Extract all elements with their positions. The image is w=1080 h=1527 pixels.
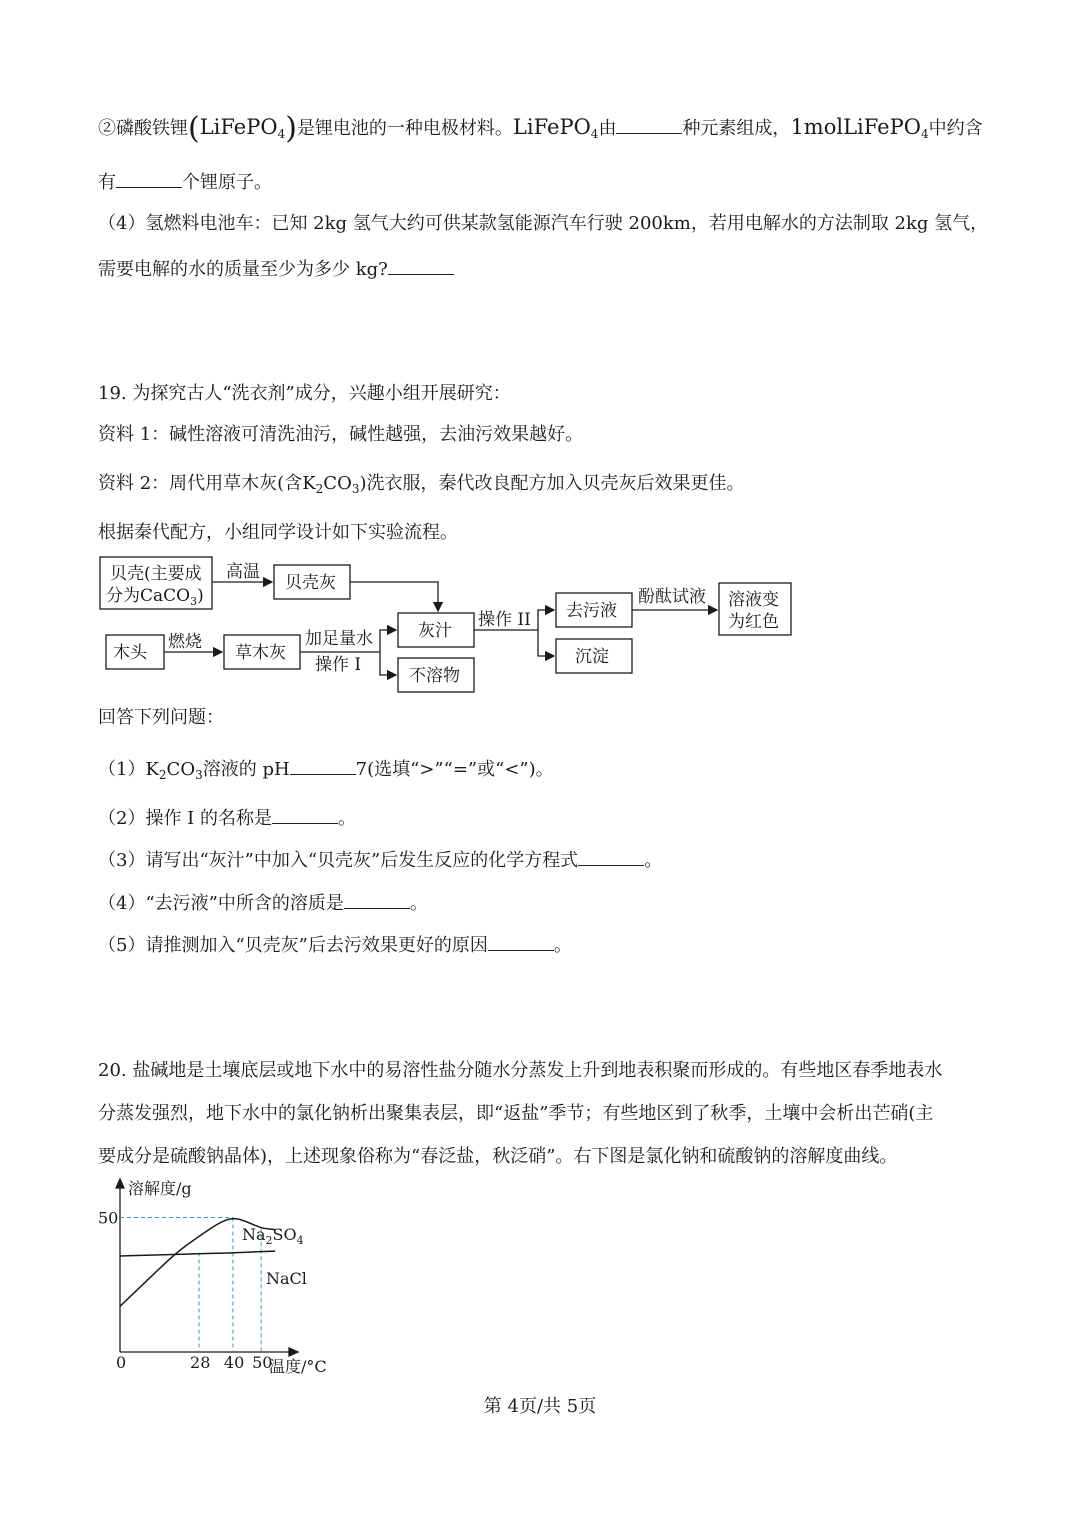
subscript: 2 xyxy=(158,768,167,782)
label-insoluble: 不溶物 xyxy=(409,666,460,686)
subscript: 4 xyxy=(277,127,286,141)
solubility-chart xyxy=(90,1176,350,1376)
x-tick-label: 40 xyxy=(223,1353,245,1372)
text: 。 xyxy=(553,935,572,956)
q19-info1: 资料 1：碱性溶液可清洗油污，碱性越强，去油污效果越好。 xyxy=(98,424,584,445)
subscript: 4 xyxy=(920,127,929,141)
label-precip: 沉淀 xyxy=(575,647,609,667)
y-tick-label: 50 xyxy=(98,1208,119,1228)
text: （1） xyxy=(98,759,146,780)
subscript: 3 xyxy=(195,768,203,782)
y-axis-label: 溶解度/g xyxy=(128,1179,192,1198)
formula-mol: 1molLiFePO xyxy=(790,115,921,139)
label-red-1: 溶液变 xyxy=(728,590,779,610)
answer-blank[interactable] xyxy=(488,932,554,951)
x-tick-label: 28 xyxy=(190,1353,211,1372)
text: 由 xyxy=(598,118,617,139)
q19-q2 xyxy=(98,805,356,831)
q19-info2 xyxy=(98,472,745,496)
label-wood: 木头 xyxy=(113,643,147,663)
q19-intro: 根据秦代配方，小组同学设计如下实验流程。 xyxy=(98,522,458,543)
q18-part4-line2 xyxy=(98,256,454,282)
answer-blank[interactable] xyxy=(388,256,454,275)
series-line-nacl xyxy=(120,1251,275,1256)
x-axis-arrow xyxy=(289,1348,298,1356)
q19-answer-intro: 回答下列问题： xyxy=(98,707,224,728)
q19-q4 xyxy=(98,890,428,916)
text: 溶液的 pH xyxy=(202,759,290,780)
answer-blank[interactable] xyxy=(616,115,682,134)
text: 是锂电池的一种电极材料。 xyxy=(296,118,513,139)
q20-line1: 20. 盐碱地是土壤底层或地下水中的易溶性盐分随水分蒸发上升到地表积聚而形成的。有些地区春季地表水 xyxy=(98,1060,943,1081)
x-tick-label: 50 xyxy=(252,1353,273,1372)
y-axis-arrow xyxy=(116,1179,124,1188)
text: 有 xyxy=(98,172,116,193)
text: ②磷酸铁锂 xyxy=(98,118,188,139)
answer-blank[interactable] xyxy=(344,890,410,909)
formula-k: K xyxy=(302,473,316,494)
text: 。 xyxy=(409,893,428,914)
text: 。 xyxy=(644,850,663,871)
page-footer: 第 4页/共 5页 xyxy=(483,1396,597,1417)
subscript: 4 xyxy=(590,127,599,141)
q20-line2: 分蒸发强烈，地下水中的氯化钠析出聚集表层，即“返盐”季节；有些地区到了秋季，土壤中会析出芒硝(主 xyxy=(98,1103,934,1124)
label-add-water: 加足量水 xyxy=(305,629,373,649)
subscript: 3 xyxy=(351,482,360,496)
label-shell: 贝壳(主要成 xyxy=(110,564,202,584)
label-shell-ash: 贝壳灰 xyxy=(285,573,336,593)
formula-k: K xyxy=(145,759,159,780)
formula-lifepo4: LiFePO xyxy=(512,115,591,139)
series-label-nacl: NaCl xyxy=(266,1269,307,1288)
formula-co: CO xyxy=(323,473,352,494)
text: 资料 2：周代用草木灰(含 xyxy=(98,473,303,494)
q19-title: 19. 为探究古人“洗衣剂”成分，兴趣小组开展研究： xyxy=(98,383,511,404)
q19-q1 xyxy=(98,756,554,782)
label-burn: 燃烧 xyxy=(168,632,202,652)
q20-line3: 要成分是硫酸钠晶体)，上述现象俗称为“春泛盐，秋泛硝”。右下图是氯化钠和硫酸钠的溶解度曲线。 xyxy=(98,1146,898,1167)
label-op1: 操作 I xyxy=(315,655,362,675)
answer-blank[interactable] xyxy=(272,805,338,824)
text: 。 xyxy=(338,808,357,829)
subscript: 2 xyxy=(315,482,324,496)
label-lye: 灰汁 xyxy=(418,621,452,641)
q18-part4-line1: （4）氢燃料电池车：已知 2kg 氢气大约可供某款氢能源汽车行驶 200km，若用电解水的方法制取 2kg 氢气， xyxy=(98,213,989,234)
text: 需要电解的水的质量至少为多少 kg? xyxy=(98,259,388,280)
text: （2）操作 I 的名称是 xyxy=(98,808,273,829)
q19-q3 xyxy=(98,847,662,873)
experiment-flow-diagram xyxy=(98,553,798,693)
label-cleaner: 去污液 xyxy=(566,601,617,621)
answer-blank[interactable] xyxy=(578,847,644,866)
label-plant-ash: 草木灰 xyxy=(235,643,286,663)
answer-blank[interactable] xyxy=(116,169,182,188)
text: )洗衣服，秦代改良配方加入贝壳灰后效果更佳。 xyxy=(359,473,745,494)
x-axis-label: 温度/°C xyxy=(269,1357,327,1376)
label-high-temp: 高温 xyxy=(226,562,260,582)
x-tick-label: 0 xyxy=(116,1353,127,1372)
text: （5）请推测加入“贝壳灰”后去污效果更好的原因 xyxy=(98,935,488,956)
text: 种元素组成， xyxy=(682,118,791,139)
text: 7(选填“>”“=”或“<”)。 xyxy=(355,759,554,780)
answer-blank[interactable] xyxy=(290,756,356,775)
q18-part2-line1: ②磷酸铁锂(LiFePO$_4$)是锂电池的一种电极材料。LiFePO$_4$由 种元素组成，1molLiFePO$_4$中约含 xyxy=(98,111,983,146)
formula-co: CO xyxy=(166,759,196,780)
q18-part2-line2 xyxy=(98,169,272,195)
label-shell-caco3: 分为CaCO$_3$) xyxy=(106,586,204,608)
formula-lifepo4: LiFePO xyxy=(199,115,278,139)
q19-q5 xyxy=(98,932,572,958)
label-phenolphthalein: 酚酞试液 xyxy=(638,587,706,607)
text: 中约含 xyxy=(928,118,983,139)
label-red-2: 为红色 xyxy=(728,612,779,632)
text: 个锂原子。 xyxy=(182,172,272,193)
text: （4）“去污液”中所含的溶质是 xyxy=(98,893,344,914)
text: （3）请写出“灰汁”中加入“贝壳灰”后发生反应的化学方程式 xyxy=(98,850,579,871)
label-op2: 操作 II xyxy=(478,610,531,630)
series-label-na2so4: $Na_2SO_4$ xyxy=(242,1225,304,1247)
